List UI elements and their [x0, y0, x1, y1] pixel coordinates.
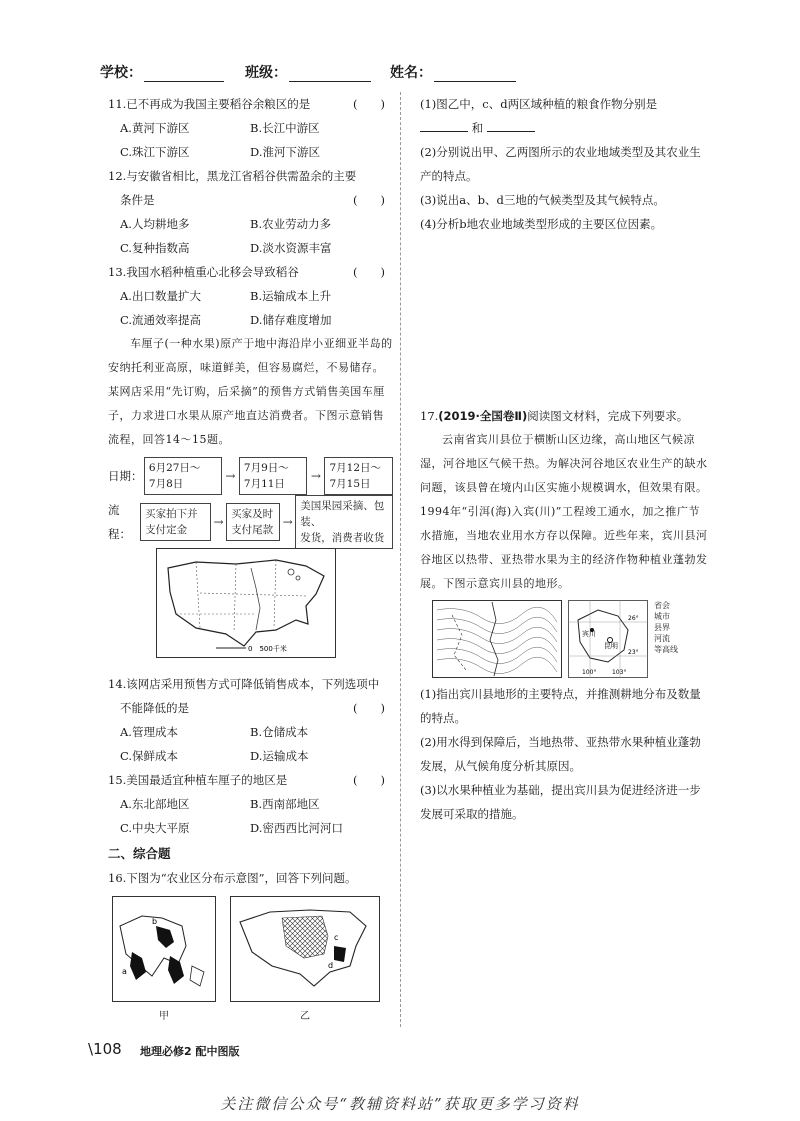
- q17-sub2: (2)用水得到保障后，当地热带、亚热带水果种植业蓬勃发展，从气候角度分析其原因。: [420, 735, 701, 773]
- school-label: 学校：: [100, 65, 142, 81]
- q14-option-b[interactable]: B.仓储成本: [250, 725, 309, 739]
- q12-option-c[interactable]: C.复种指数高: [120, 241, 190, 255]
- question-14: [108, 672, 393, 768]
- q17-source-tag: (2019·全国卷Ⅱ): [438, 409, 528, 423]
- promo-note: 关注微信公众号“教辅资料站”获取更多学习资料: [220, 1095, 580, 1113]
- map-label-d: d: [328, 961, 334, 970]
- q12-option-d[interactable]: D.淡水资源丰富: [250, 241, 332, 255]
- student-info-header: [100, 62, 720, 86]
- page-number: \108: [88, 1040, 122, 1058]
- q12-stem: 12.与安徽省相比，黑龙江省稻谷供需盈余的主要: [108, 169, 357, 183]
- q11-option-c[interactable]: C.珠江下游区: [120, 145, 190, 159]
- arrow-right-icon: →: [213, 515, 224, 529]
- map-caption-jia: 甲: [159, 1011, 169, 1022]
- name-blank[interactable]: [434, 65, 516, 82]
- agriculture-maps: [112, 896, 393, 1024]
- date-box-3: 7月12日～ 7月15日: [324, 457, 393, 495]
- arrow-right-icon: →: [225, 469, 236, 483]
- q12-option-b[interactable]: B.农业劳动力多: [250, 217, 332, 231]
- legend-county-border: 县界: [654, 623, 670, 632]
- q13-option-b[interactable]: B.运输成本上升: [250, 289, 332, 303]
- question-15: [108, 768, 393, 840]
- legend-river: 河流: [654, 634, 670, 643]
- usa-map: [156, 548, 393, 666]
- date-box-2: 7月9日～ 7月11日: [239, 457, 308, 495]
- blank-space: [420, 236, 710, 404]
- q16-blank-1[interactable]: [420, 119, 468, 132]
- q13-option-d[interactable]: D.储存难度增加: [250, 313, 332, 327]
- q16-sub1: (1)图乙中，c、d两区域种植的粮食作物分别是: [420, 97, 658, 111]
- class-label: 班级：: [245, 65, 287, 81]
- arrow-right-icon: →: [282, 515, 293, 529]
- question-16-stem: [108, 866, 393, 890]
- binchuan-maps: [432, 600, 710, 678]
- q14-stem: 14.该网店采用预售方式可降低销售成本，下列选项中: [108, 677, 380, 691]
- process-flow-row: [108, 500, 393, 544]
- process-step-3: 美国果园采摘、包装、 发货，消费者收货: [295, 495, 393, 549]
- q16-blank-2[interactable]: [487, 119, 535, 132]
- school-blank[interactable]: [144, 65, 224, 82]
- map-label-a: a: [122, 967, 127, 976]
- q13-option-a[interactable]: A.出口数量扩大: [120, 289, 201, 303]
- q12-stem-2: 条件是: [120, 193, 155, 207]
- question-12: [108, 164, 393, 260]
- q15-option-d[interactable]: D.密西西比河河口: [250, 821, 343, 835]
- process-label: 流程：: [108, 503, 131, 541]
- label-lat-23: 23°: [628, 649, 639, 656]
- q11-stem: 11.已不再成为我国主要稻谷余粮区的是: [108, 97, 311, 111]
- page-number-value: 108: [93, 1040, 122, 1058]
- map-scale: 0 500千米: [248, 645, 287, 653]
- date-box-1: 6月27日～ 7月8日: [144, 457, 222, 495]
- q17-number: 17.: [420, 409, 439, 423]
- q14-stem-2: 不能降低的是: [120, 701, 189, 715]
- map-label-b: b: [152, 917, 158, 926]
- binchuan-terrain-map: [432, 600, 562, 678]
- legend-capital: 省会: [654, 601, 670, 610]
- book-title: 地理必修2 配中图版: [140, 1045, 240, 1058]
- question-11: [108, 92, 393, 164]
- left-column: [108, 92, 393, 1024]
- label-kunming: 昆明: [604, 642, 618, 650]
- q13-option-c[interactable]: C.流通效率提高: [120, 313, 202, 327]
- q15-stem: 15.美国最适宜种植车厘子的地区是: [108, 773, 288, 787]
- process-step-1: 买家拍下并 支付定金: [140, 503, 211, 541]
- map-caption-yi: 乙: [300, 1011, 310, 1022]
- q12-answer-paren[interactable]: ( ): [353, 193, 385, 207]
- school-field: [100, 62, 224, 82]
- map-yi: [230, 896, 380, 1024]
- map-label-c: c: [334, 933, 339, 942]
- map-jia-svg: [112, 896, 216, 1002]
- q17-sub1: (1)指出宾川县地形的主要特点，并推测耕地分布及数量的特点。: [420, 687, 701, 725]
- map-jia: [112, 896, 216, 1024]
- section-title: 二、综合题: [108, 846, 171, 861]
- q14-option-c[interactable]: C.保鲜成本: [120, 749, 179, 763]
- q11-answer-paren[interactable]: ( ): [353, 97, 385, 111]
- column-divider: [400, 92, 401, 1027]
- legend-city: 城市: [654, 612, 670, 621]
- cherry-passage: 车厘子(一种水果)原产于地中海沿岸小亚细亚半岛的安纳托利亚高原，味道鲜美，但容易腐烂，不易储存。某网店采用“先订购，后采摘”的预售方式销售美国车厘子，力求进口水果从原产地直达消费者。下图示意销售流程，回答14～15题。: [108, 337, 393, 446]
- arrow-right-icon: →: [310, 469, 321, 483]
- name-field: [390, 62, 516, 82]
- q15-option-b[interactable]: B.西南部地区: [250, 797, 320, 811]
- q17-sub3: (3)以水果种植业为基础，提出宾川县为促进经济进一步发展可采取的措施。: [420, 783, 701, 821]
- q16-sub2: (2)分别说出甲、乙两图所示的农业地域类型及其农业生产的特点。: [420, 145, 701, 183]
- q16-sub3: (3)说出a、b、d三地的气候类型及其气候特点。: [420, 193, 665, 207]
- q13-answer-paren[interactable]: ( ): [353, 265, 385, 279]
- date-flow-row: [108, 454, 393, 498]
- q11-option-b[interactable]: B.长江中游区: [250, 121, 320, 135]
- label-lon-103: 103°: [612, 669, 627, 676]
- q16-and: 和: [471, 121, 484, 135]
- name-label: 姓名：: [390, 65, 432, 81]
- map-yi-svg: [230, 896, 380, 1002]
- class-field: [245, 62, 371, 82]
- q14-option-d[interactable]: D.运输成本: [250, 749, 309, 763]
- map-legend: [654, 600, 678, 678]
- q16-stem: 16.下图为“农业区分布示意图”，回答下列问题。: [108, 871, 357, 885]
- right-column: [420, 92, 710, 826]
- q15-answer-paren[interactable]: ( ): [353, 773, 385, 787]
- date-label: 日期：: [108, 469, 143, 483]
- question-13: [108, 260, 393, 332]
- q13-stem: 13.我国水稻种植重心北移会导致稻谷: [108, 265, 299, 279]
- q17-passage: 云南省宾川县位于横断山区边缘，高山地区气候凉湿，河谷地区气候干热。为解决河谷地区农业生产的缺水问题，该县曾在境内山区实施小规模调水，但效果有限。1994年“引洱(海)入宾(川)”工程竣工通水，加之推广节水措施，当地农业用水方存以保障。近些年来，宾川县河谷地区以热带、亚热带水果为主的经济作物种植业蓬勃发展。下图示意宾川县的地形。: [420, 433, 708, 590]
- label-lat-26: 26°: [628, 615, 639, 622]
- q14-answer-paren[interactable]: ( ): [353, 701, 385, 715]
- process-step-2: 买家及时 支付尾款: [226, 503, 280, 541]
- class-blank[interactable]: [289, 65, 371, 82]
- q16-sub4: (4)分析b地农业地域类型形成的主要区位因素。: [420, 217, 663, 231]
- usa-map-svg: [156, 548, 336, 658]
- q11-option-d[interactable]: D.淮河下游区: [250, 145, 320, 159]
- yunnan-location-map: [568, 600, 648, 678]
- label-binchuan: 宾川: [582, 630, 596, 638]
- label-lon-100: 100°: [582, 669, 597, 676]
- q12-option-a[interactable]: A.人均耕地多: [120, 217, 190, 231]
- question-17: [420, 404, 710, 826]
- q14-option-a[interactable]: A.管理成本: [120, 725, 178, 739]
- q11-option-a[interactable]: A.黄河下游区: [120, 121, 190, 135]
- q17-instruction: 阅读图文材料，完成下列要求。: [527, 409, 689, 423]
- q16-subquestions: [420, 92, 710, 236]
- q15-option-a[interactable]: A.东北部地区: [120, 797, 190, 811]
- q15-option-c[interactable]: C.中央大平原: [120, 821, 190, 835]
- legend-contour: 等高线: [654, 645, 678, 654]
